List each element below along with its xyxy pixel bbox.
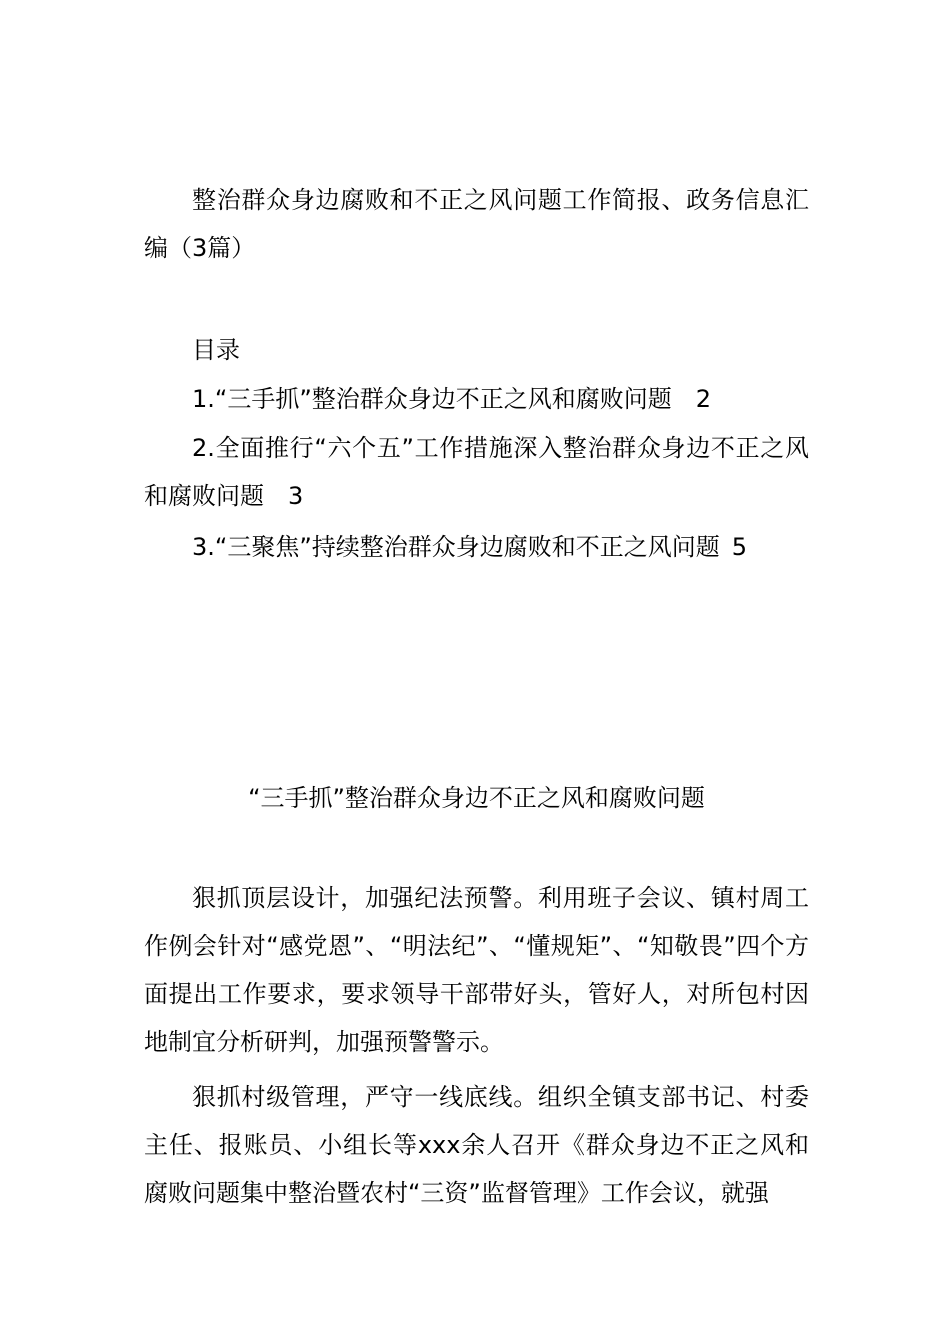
toc-item-page: 3 [288, 482, 304, 510]
document-title: 整治群众身边腐败和不正之风问题工作简报、政务信息汇编（3篇） [144, 186, 809, 262]
toc-heading: 目录 [192, 336, 240, 364]
body-paragraph: 狠抓顶层设计，加强纪法预警。利用班子会议、镇村周工作例会针对“感党恩”、“明法纪”、“懂规矩”、“知敬畏”四个方面提出工作要求，要求领导干部带好头，管好人，对所包村因地制宜分析研判，加强预警警示。 [144, 884, 809, 1056]
toc-item-label: 1.“三手抓”整治群众身边不正之风和腐败问题 [192, 385, 672, 413]
toc-item-label: 2.全面推行“六个五”工作措施深入整治群众身边不正之风和腐败问题 [144, 434, 809, 510]
toc-item [144, 375, 809, 423]
toc-item-page: 2 [695, 385, 712, 413]
toc-item-label: 3.“三聚焦”持续整治群众身边腐败和不正之风问题 [192, 533, 720, 561]
toc-item-page: 5 [731, 533, 748, 561]
body-paragraph: 狠抓村级管理，严守一线底线。组织全镇支部书记、村委主任、报账员、小组长等xxx余人召开《群众身边不正之风和腐败问题集中整治暨农村“三资”监督管理》工作会议，就强 [144, 1083, 809, 1207]
toc-item [144, 523, 809, 571]
section-title: “三手抓”整治群众身边不正之风和腐败问题 [248, 784, 705, 812]
toc-item [144, 424, 809, 520]
